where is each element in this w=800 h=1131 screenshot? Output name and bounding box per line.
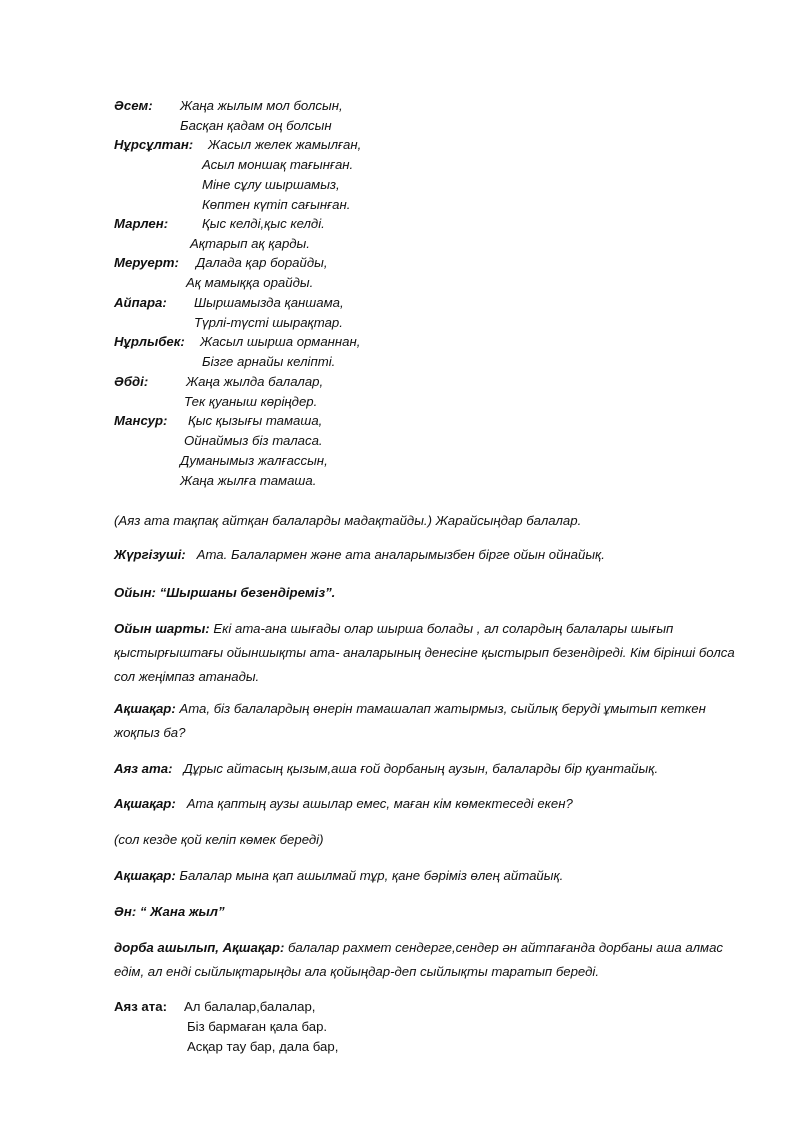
- dialogue-text: балалар рахмет сендерге,сендер ән айтпағанда дорбаны аша алмас едім, ал енді сыйлықтарыңды ала қойыңдар-деп сыйлықты таратып береді.: [114, 940, 724, 979]
- verse-line: Бізге арнайы келіпті.: [202, 354, 336, 369]
- dialogue-paragraph: [114, 543, 754, 567]
- verse-line: Жаңа жылда балалар,: [186, 374, 324, 389]
- dialogue-paragraph: [114, 792, 754, 816]
- song-title: [114, 900, 754, 924]
- verse-line: Басқан қадам оң болсын: [180, 118, 332, 133]
- verse-line: Тек қуаныш көріңдер.: [184, 394, 318, 409]
- dialogue-paragraph: [114, 936, 754, 984]
- dialogue-paragraph: [114, 697, 754, 745]
- game-rules-paragraph: [114, 617, 754, 689]
- verse-line: Түрлі-түсті шырақтар.: [194, 315, 343, 330]
- speaker-label: Ақшақар:: [114, 701, 176, 716]
- speaker-label: дорба ашылып, Ақшақар:: [114, 940, 285, 955]
- rules-text: Екі ата-ана шығады олар шырша болады , ал солардың балалары шығып қыстырғыштағы ойыншықты ата- аналарының денесіне қыстырып безендіреді. Кім бірінші болса сол жеңімпаз атанады.: [114, 621, 735, 684]
- speaker-label: Айпара:: [114, 295, 167, 310]
- speaker-label: Әбді:: [114, 374, 149, 389]
- speaker-label: Нұрсұлтан:: [114, 137, 194, 152]
- verse-line: Жасыл шырша орманнан,: [200, 334, 361, 349]
- speaker-label: Ақшақар:: [114, 796, 176, 811]
- dialogue-text: Дұрыс айтасың қызым,аша ғой дорбаның аузын, балаларды бір қуантайық.: [183, 761, 659, 776]
- verse-line: Қыс қызығы тамаша,: [188, 413, 323, 428]
- verse-line: Жасыл желек жамылған,: [208, 137, 362, 152]
- dialogue-text: Ата қаптың аузы ашылар емес, маған кім көмектеседі екен?: [186, 796, 573, 811]
- verse-line: Думанымыз жалғассын,: [180, 453, 328, 468]
- speaker-label: Әсем:: [114, 98, 153, 113]
- speaker-label: Жүргізуші:: [114, 547, 186, 562]
- speaker-label: Нұрлыбек:: [114, 334, 185, 349]
- verse-line: Шыршамызда қаншама,: [194, 295, 344, 310]
- verse-line: Ойнаймыз біз таласа.: [184, 433, 323, 448]
- speaker-label: Аяз ата:: [114, 761, 173, 776]
- stage-direction: (Аяз ата тақпақ айтқан балаларды мадақтайды.) Жарайсыңдар балалар.: [114, 513, 582, 528]
- dialogue-paragraph: [114, 864, 754, 888]
- verse-line: Біз бармаған қала бар.: [187, 1019, 328, 1034]
- song-title-text: Ән: “ Жана жыл”: [114, 904, 225, 919]
- speaker-label: Ақшақар:: [114, 868, 176, 883]
- verse-line: Далада қар борайды,: [196, 255, 328, 270]
- verse-line: Міне сұлу шыршамыз,: [202, 177, 340, 192]
- verse-line: Ал балалар,балалар,: [184, 999, 316, 1014]
- speaker-label: Аяз ата:: [114, 999, 167, 1014]
- verse-line: Қыс келді,қыс келді.: [202, 216, 325, 231]
- speaker-label: Меруерт:: [114, 255, 179, 270]
- dialogue-text: Балалар мына қап ашылмай тұр, қане бәріміз өлең айтайық.: [179, 868, 564, 883]
- verse-line: Жаңа жылға тамаша.: [180, 473, 317, 488]
- verse-line: Жаңа жылым мол болсын,: [180, 98, 343, 113]
- dialogue-text: Ата, біз балалардың өнерін тамашалап жатырмыз, сыйлық беруді ұмытып кеткен жоқпыз ба?: [114, 701, 706, 740]
- speaker-label: Ойын шарты:: [114, 621, 210, 636]
- game-title-text: Ойын: “Шыршаны безендіреміз”.: [114, 585, 336, 600]
- verse-line: Асқар тау бар, дала бар,: [187, 1039, 339, 1054]
- speaker-label: Марлен:: [114, 216, 169, 231]
- stage-direction: (сол кезде қой келіп көмек береді): [114, 832, 324, 847]
- verse-line: Асыл моншақ тағынған.: [202, 157, 354, 172]
- game-title: [114, 581, 754, 605]
- dialogue-paragraph: [114, 757, 754, 781]
- verse-line: Ақ мамыққа орайды.: [186, 275, 314, 290]
- verse-line: Көптен күтіп сағынған.: [202, 197, 351, 212]
- dialogue-text: Ата. Балалармен және ата аналарымызбен бірге ойын ойнайық.: [196, 547, 605, 562]
- verse-line: Ақтарып ақ қарды.: [190, 236, 310, 251]
- speaker-label: Мансур:: [114, 413, 168, 428]
